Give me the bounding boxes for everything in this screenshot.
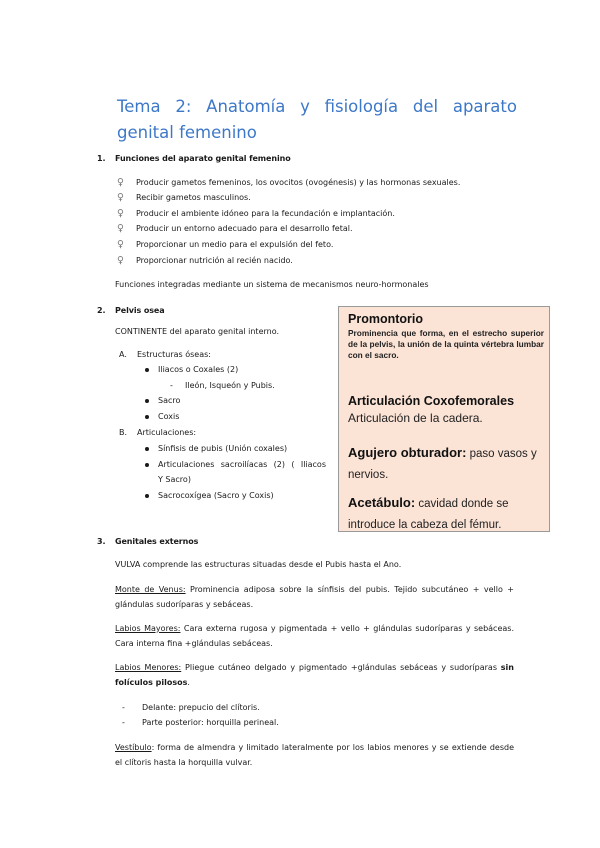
functions-note: Funciones integradas mediante un sistema de mecanismos neuro-hormonales: [115, 280, 429, 289]
bullet-icon: [145, 463, 149, 467]
section-number: 2.: [97, 306, 106, 315]
female-symbol-icon: ♀: [117, 239, 124, 250]
bullet-icon: [145, 447, 149, 451]
articulacion-title: Articulación Coxofemorales: [348, 394, 515, 408]
pelvis-intro: CONTINENTE del aparato genital interno.: [115, 327, 279, 336]
dash-icon: -: [122, 703, 125, 712]
term: Labios Menores:: [115, 663, 182, 672]
list-item: Parte posterior: horquilla perineal.: [142, 718, 279, 727]
sub-item-dash: -: [170, 381, 173, 390]
articulacion-text: Articulación de la cadera.: [348, 411, 483, 425]
list-item: Iliacos o Coxales (2): [158, 365, 239, 374]
list-item: Articulaciones sacroilíacas (2) ( Iliacos: [158, 460, 326, 469]
list-item: Sacrocoxígea (Sacro y Coxis): [158, 491, 274, 500]
list-item: Sínfisis de pubis (Unión coxales): [158, 444, 288, 453]
section-title: Pelvis osea: [115, 306, 165, 315]
list-item: Sacro: [158, 396, 181, 405]
vulva-intro: VULVA comprende las estructuras situadas desde el Pubis hasta el Ano.: [115, 560, 402, 569]
agujero-text: paso vasos y nervios.: [348, 448, 537, 481]
document-page: Tema 2: Anatomía y fisiología del aparato genital femenino 1. Funciones del aparato genital femenino ♀ Producir gametos femeninos, los ovocitos (ovogénesis) y las hormonas sexuales. ♀ Recibir gametos masculinos. ♀ Producir el ambiente idóneo para la fecundación e implantación. ♀ Producir un entorno adecuado para el desarrollo fetal. ♀ Proporcionar un medio para el expulsión del feto. ♀ Proporcionar nutrición al recién nacido. Funciones integradas mediante un sistema de mecanismos neuro-hormonales 2. Pelvis osea CONTINENTE del aparato genital interno. A. Estructuras óseas: Iliacos o Coxales (2) - Ileón, Isqueón y Pubis. Sacro Coxis B. Articulaciones: Sínfisis de pubis (Unión coxales) Articulaciones sacroilíacas (2) ( Iliacos Y Sacro) Sacrocoxígea (Sacro y Coxis) Promontorio Prominencia que forma, en el estrecho superior de la pelvis, la unión de la quinta vértebra lumbar con el sacro. Articulación Coxofemorales Articulación de la cadera. Agujero obturador: paso vasos y nervios. Acetábulo: cavidad donde se introduce la cabeza del fémur. 3. Genitales externos VULVA comprende las estructuras situadas desde el Pubis hasta el Ano. Monte de Venus: Prominencia adiposa sobre la sínfisis del pubis. Tejido subcutáneo + vello + glándulas sudoríparas y sebáceas. Labios Mayores: Cara externa rugosa y pigmentada + vello + glándulas sudoríparas y sebáceas. Cara interna fina +glándulas sebáceas. Labios Menores: Pliegue cutáneo delgado y pigmentado +glándulas sebáceas y sudoríparas sin folículos pilosos. - Delante: prepucio del clítoris. - Parte posterior: horquilla perineal. Vestíbulo: forma de almendra y limitado lateralmente por los labios menores y se extiende desde el clítoris hasta la horquilla vulvar.: [0, 0, 600, 848]
bullet-icon: [145, 415, 149, 419]
acetabulo-text: cavidad donde se introduce la cabeza del fémur.: [348, 498, 509, 531]
dash-icon: -: [122, 718, 125, 727]
structures-heading: Estructuras óseas:: [137, 350, 211, 359]
joints-heading: Articulaciones:: [137, 428, 197, 437]
promontorio-text: Prominencia que forma, en el estrecho superior de la pelvis, la unión de la quinta vértebra lumbar con el sacro.: [348, 328, 544, 360]
agujero-title: Agujero obturador:: [348, 445, 467, 460]
acetabulo-title: Acetábulo:: [348, 495, 416, 510]
monte-de-venus: Monte de Venus: Prominencia adiposa sobre la sínfisis del pubis. Tejido subcutáneo + vello + glándulas sudoríparas y sebáceas.: [115, 585, 515, 609]
list-item: Coxis: [158, 412, 180, 421]
female-symbol-icon: ♀: [117, 177, 124, 188]
section-number: 1.: [97, 154, 106, 163]
vestibulo: Vestíbulo: forma de almendra y limitado lateralmente por los labios menores y se extiende desde el clítoris hasta la horquilla vulvar.: [115, 743, 514, 767]
list-label-b: B.: [119, 428, 128, 437]
page-title: Tema 2: Anatomía y fisiología del aparato genital femenino: [117, 97, 517, 142]
term: Monte de Venus:: [115, 585, 186, 594]
labios-menores: Labios Menores: Pliegue cutáneo delgado y pigmentado +glándulas sebáceas y sudoríparas sin folículos pilosos.: [115, 663, 514, 687]
bullet-icon: [145, 494, 149, 498]
pelvis-info-box: [338, 306, 550, 532]
female-symbol-icon: ♀: [117, 223, 124, 234]
female-symbol-icon: ♀: [117, 255, 124, 266]
labios-mayores: Labios Mayores: Cara externa rugosa y pigmentada + vello + glándulas sudoríparas y sebáceas. Cara interna fina +glándulas sebáceas.: [115, 624, 514, 648]
sub-list-item: Ileón, Isqueón y Pubis.: [185, 381, 275, 390]
bullet-icon: [145, 368, 149, 372]
section-number: 3.: [97, 537, 106, 546]
list-label-a: A.: [119, 350, 127, 359]
agujero-obturador: [348, 443, 548, 485]
bullet-icon: [145, 399, 149, 403]
female-symbol-icon: ♀: [117, 208, 124, 219]
list-item: Delante: prepucio del clítoris.: [142, 703, 260, 712]
acetabulo: [348, 493, 548, 535]
female-symbol-icon: ♀: [117, 192, 124, 203]
section-title: Genitales externos: [115, 537, 199, 546]
term: Labios Mayores:: [115, 624, 181, 633]
promontorio-title: Promontorio: [348, 312, 423, 326]
section-title: Funciones del aparato genital femenino: [115, 154, 291, 163]
term: Vestíbulo: [115, 743, 152, 752]
list-item-continued: Y Sacro): [158, 475, 191, 484]
